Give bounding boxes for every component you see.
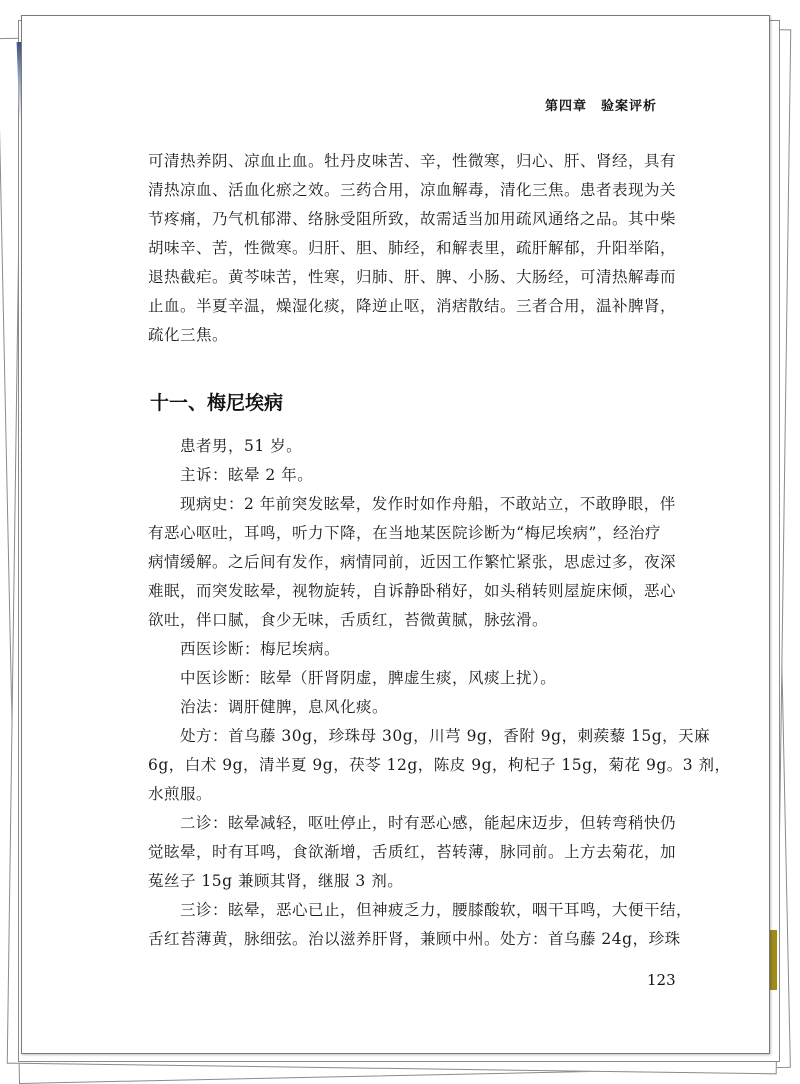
paragraph	[148, 896, 693, 954]
text-line: 患者男，51 岁。	[180, 437, 303, 455]
paragraph	[148, 461, 661, 490]
case-paragraphs	[148, 432, 731, 954]
page-body	[148, 147, 731, 954]
text-line: 清热凉血、活血化瘀之效。三药合用，凉血解毒，清化三焦。患者表现为关	[148, 181, 677, 199]
text-line: 难眠，而突发眩晕，视物旋转，自诉静卧稍好，如头稍转则屋旋床倾，恶心	[148, 582, 677, 600]
text-line: 现病史：2 年前突发眩晕，发作时如作舟船，不敢站立，不敢睁眼，伴	[180, 495, 676, 513]
text-line: 6g，白术 9g，清半夏 9g，茯苓 12g，陈皮 9g，枸杞子 15g，菊花 9g。3 剂，	[148, 756, 731, 774]
page-number: 123	[647, 971, 676, 989]
paragraph	[148, 809, 677, 896]
text-line: 可清热养阴、凉血止血。牡丹皮味苦、辛，性微寒，归心、肝、肾经，具有	[148, 152, 677, 170]
paragraph	[148, 635, 661, 664]
text-line: 中医诊断：眩晕（肝肾阴虚，脾虚生痰，风痰上扰）。	[180, 669, 557, 687]
text-line: 菟丝子 15g 兼顾其肾，继服 3 剂。	[148, 872, 404, 890]
text-line: 主诉：眩晕 2 年。	[180, 466, 314, 484]
text-line: 病情缓解。之后间有发作，病情同前，近因工作繁忙紧张，思虑过多，夜深	[148, 553, 677, 571]
paragraph	[148, 722, 731, 809]
paragraph	[148, 432, 661, 461]
text-line: 觉眩晕，时有耳鸣，食欲渐增，舌质红，苔转薄，脉同前。上方去菊花，加	[148, 843, 677, 861]
paragraph	[148, 664, 661, 693]
text-line: 胡味辛、苦，性微寒。归肝、胆、肺经，和解表里，疏肝解郁，升阳举陷，	[148, 239, 677, 257]
text-line: 西医诊断：梅尼埃病。	[180, 640, 341, 658]
section-title: 十一、梅尼埃病	[150, 392, 284, 414]
text-line: 水煎服。	[148, 785, 213, 803]
intro-paragraph	[148, 147, 677, 350]
text-line: 退热截疟。黄芩味苦，性寒，归肺、肝、脾、小肠、大肠经，可清热解毒而	[148, 268, 677, 286]
paragraph	[148, 490, 677, 635]
text-line: 舌红苔薄黄，脉细弦。治以滋养肝肾，兼顾中州。处方：首乌藤 24g，珍珠	[148, 930, 681, 948]
text-line: 止血。半夏辛温，燥湿化痰，降逆止呕，消痞散结。三者合用，温补脾肾，	[148, 297, 677, 315]
book-page	[21, 15, 770, 1054]
running-header: 第四章 验案评析	[544, 99, 657, 114]
text-line: 二诊：眩晕减轻，呕吐停止，时有恶心感，能起床迈步，但转弯稍快仍	[180, 814, 677, 832]
text-line: 三诊：眩晕，恶心已止，但神疲乏力，腰膝酸软，咽干耳鸣，大便干结，	[180, 901, 693, 919]
text-line: 处方：首乌藤 30g，珍珠母 30g，川芎 9g，香附 9g，刺蒺藜 15g，天麻	[180, 727, 711, 745]
text-line: 欲吐，伴口腻，食少无味，舌质红，苔微黄腻，脉弦滑。	[148, 611, 549, 629]
paragraph	[148, 693, 661, 722]
text-line: 疏化三焦。	[148, 326, 229, 344]
text-line: 治法：调肝健脾，息风化痰。	[180, 698, 389, 716]
text-line: 有恶心呕吐，耳鸣，听力下降，在当地某医院诊断为“梅尼埃病”，经治疗	[148, 524, 661, 542]
text-line: 节疼痛，乃气机郁滞、络脉受阻所致，故需适当加用疏风通络之品。其中柴	[148, 210, 677, 228]
